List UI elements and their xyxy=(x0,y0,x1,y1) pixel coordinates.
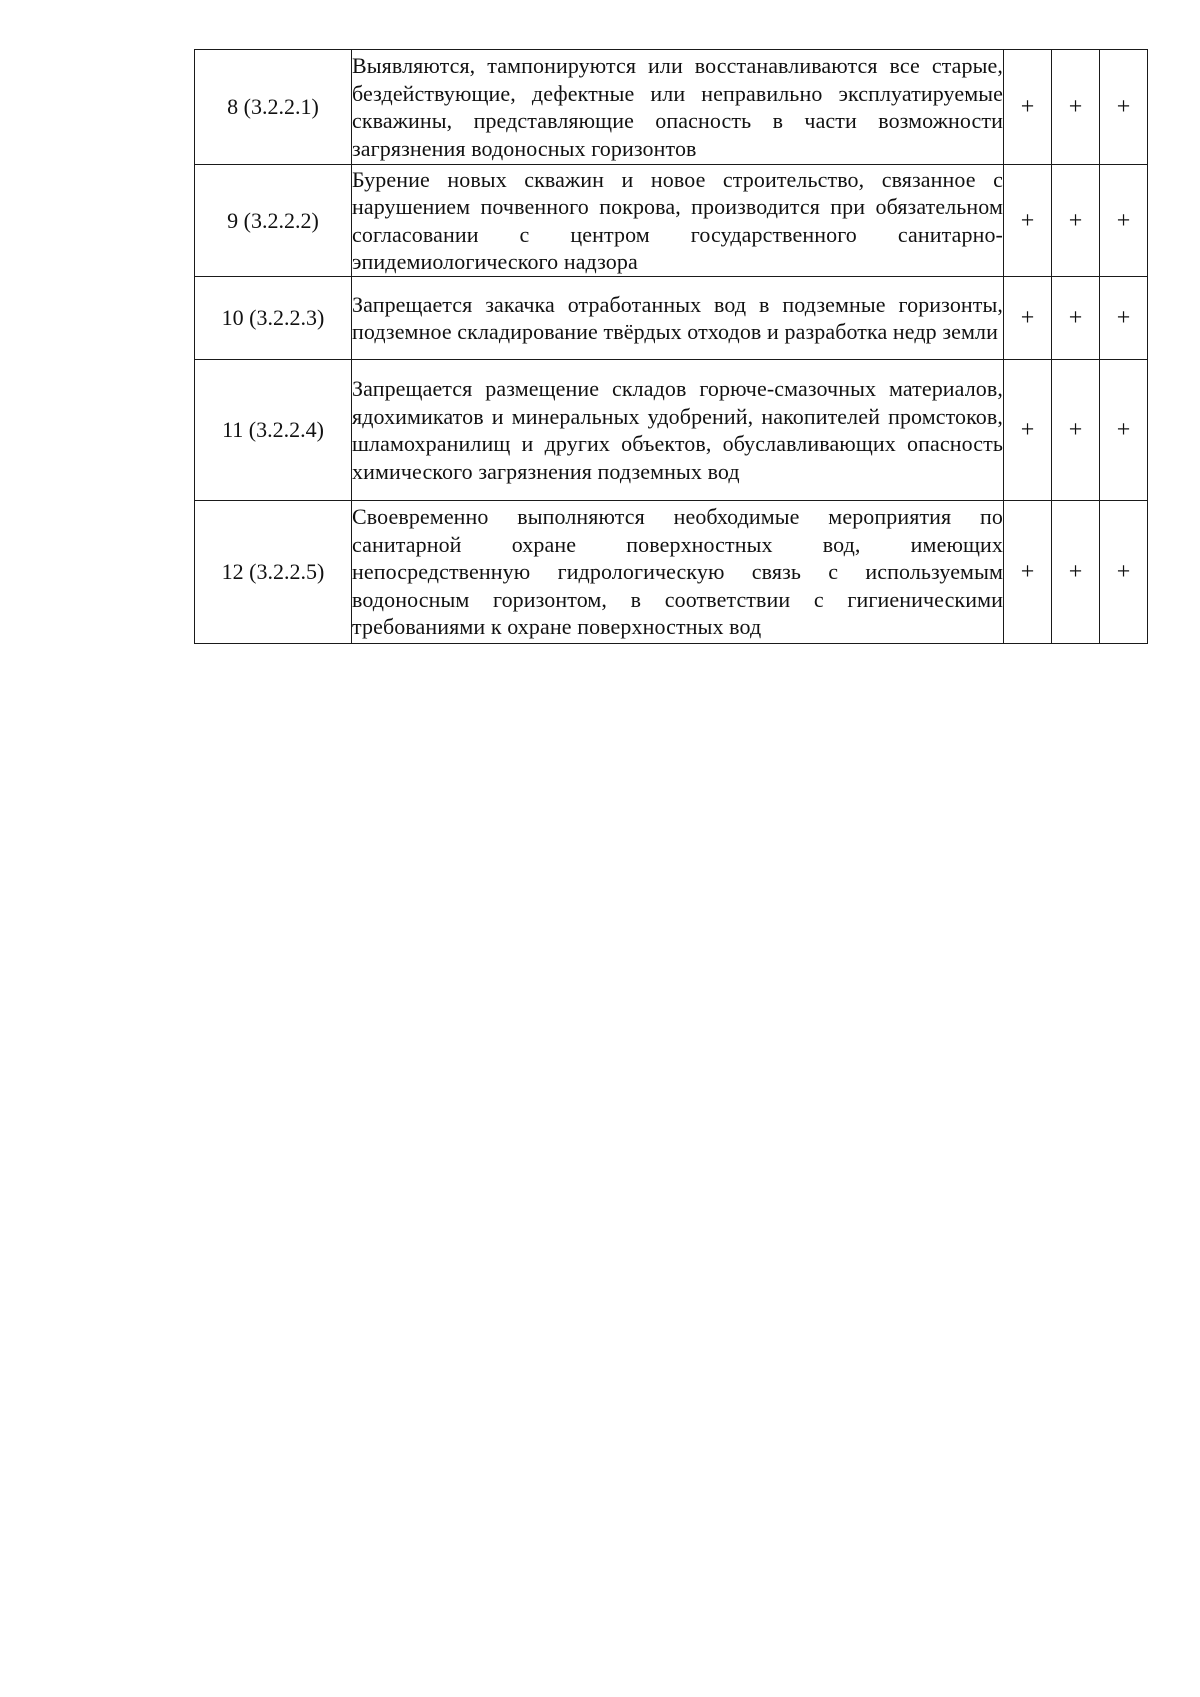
table-row xyxy=(195,50,1148,165)
table-row xyxy=(195,165,1148,277)
compliance-mark: + xyxy=(1100,360,1148,501)
row-number: 9 (3.2.2.2) xyxy=(195,165,352,277)
row-number: 10 (3.2.2.3) xyxy=(195,277,352,360)
requirement-text: Своевременно выполняются необходимые мероприятия по санитарной охране поверхностных вод, имеющих непосредственную гидрологическую связь с используемым водоносным горизонтом, в соответствии с гигиеническими требованиями к охране поверхностных вод xyxy=(352,501,1004,644)
row-number: 11 (3.2.2.4) xyxy=(195,360,352,501)
compliance-mark: + xyxy=(1100,165,1148,277)
compliance-mark: + xyxy=(1100,501,1148,644)
requirement-text: Запрещается закачка отработанных вод в подземные горизонты, подземное складирование твёрдых отходов и разработка недр земли xyxy=(352,277,1004,360)
compliance-mark: + xyxy=(1004,360,1052,501)
row-number: 8 (3.2.2.1) xyxy=(195,50,352,165)
compliance-mark: + xyxy=(1052,360,1100,501)
compliance-mark: + xyxy=(1100,277,1148,360)
compliance-mark: + xyxy=(1052,501,1100,644)
table-row xyxy=(195,277,1148,360)
requirement-text: Выявляются, тампонируются или восстанавливаются все старые, бездействующие, дефектные или неправильно эксплуатируемые скважины, представляющие опасность в части возможности загрязнения водоносных горизонтов xyxy=(352,50,1004,165)
compliance-mark: + xyxy=(1052,50,1100,165)
requirement-text: Запрещается размещение складов горюче-смазочных материалов, ядохимикатов и минеральных удобрений, накопителей промстоков, шламохранилищ и других объектов, обуславливающих опасность химического загрязнения подземных вод xyxy=(352,360,1004,501)
compliance-mark: + xyxy=(1004,277,1052,360)
compliance-mark: + xyxy=(1052,165,1100,277)
compliance-mark: + xyxy=(1004,501,1052,644)
row-number: 12 (3.2.2.5) xyxy=(195,501,352,644)
requirements-table xyxy=(194,49,1148,644)
requirement-text: Бурение новых скважин и новое строительство, связанное с нарушением почвенного покрова, производится при обязательном согласовании с центром государственного санитарно-эпидемиологического надзора xyxy=(352,165,1004,277)
compliance-mark: + xyxy=(1100,50,1148,165)
compliance-mark: + xyxy=(1052,277,1100,360)
compliance-mark: + xyxy=(1004,165,1052,277)
compliance-mark: + xyxy=(1004,50,1052,165)
table-row xyxy=(195,360,1148,501)
table-row xyxy=(195,501,1148,644)
